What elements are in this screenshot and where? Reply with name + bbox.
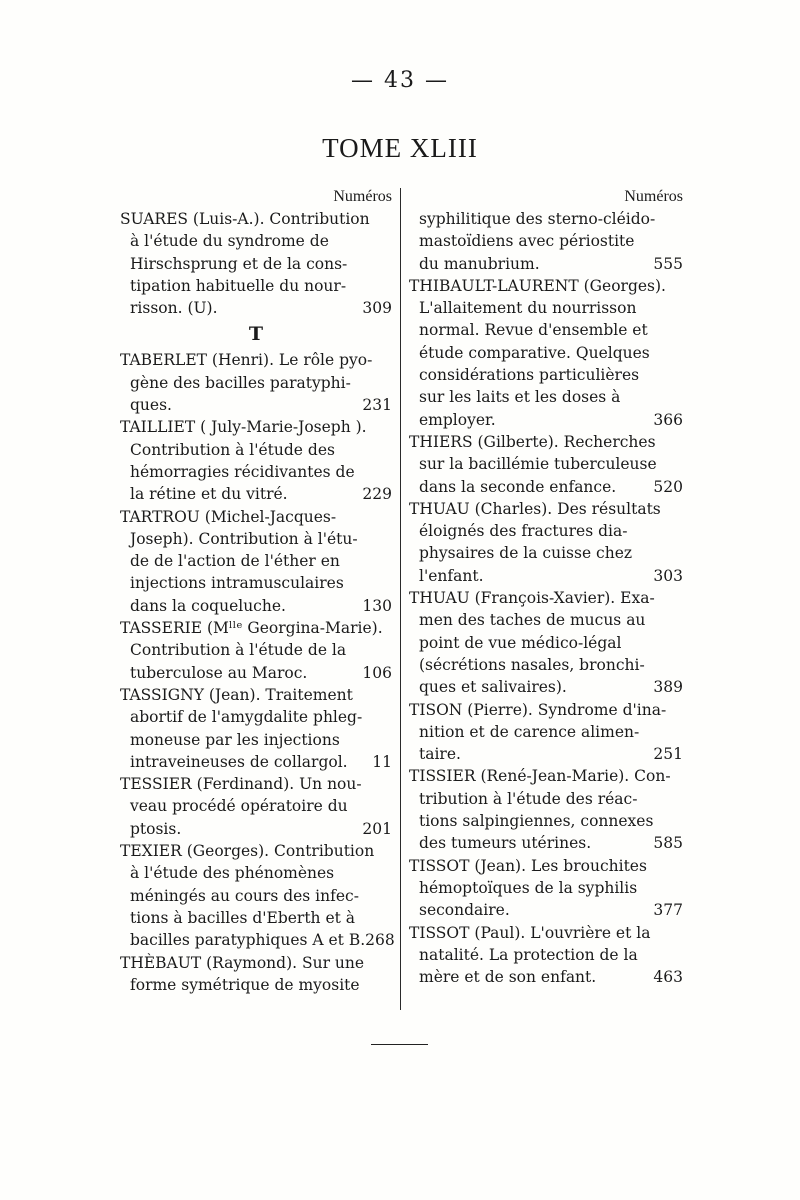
entry-number: 520 (653, 477, 683, 496)
entry-line: TABERLET (Henri). Le rôle pyo- (120, 351, 373, 370)
entry-line: TAILLIET ( July-Marie-Joseph ). (120, 418, 367, 437)
entry-line: THUAU (François-Xavier). Exa- (409, 589, 655, 608)
entry-line: THUAU (Charles). Des résultats (409, 499, 661, 518)
entry-line: tipation habituelle du nour- (130, 276, 347, 295)
entry-number: 231 (362, 396, 392, 415)
entry-last-line (120, 297, 392, 319)
entry-list (120, 208, 395, 996)
entry-line: l'enfant. (419, 566, 484, 585)
bibliography-entry (409, 855, 683, 922)
entry-line: TEXIER (Georges). Contribution (120, 842, 375, 861)
entry-last-line (120, 662, 392, 684)
bibliography-entry (409, 275, 683, 431)
bibliography-entry (120, 773, 392, 840)
entry-last-line (120, 818, 392, 840)
column-divider (400, 188, 401, 1010)
page-number: — 43 — (351, 68, 449, 93)
bibliography-entry (409, 431, 683, 498)
entry-line: dans la coqueluche. (130, 596, 286, 615)
entry-line: gène des bacilles paratyphi- (130, 373, 351, 392)
entry-last-line (409, 476, 683, 498)
entry-line: tions à bacilles d'Eberth et à (130, 908, 356, 927)
bibliography-entry (120, 208, 392, 319)
entry-line: TISSOT (Jean). Les brouchites (409, 856, 647, 875)
entry-last-line (409, 832, 683, 854)
entry-last-line (409, 966, 683, 988)
entry-line: moneuse par les injections (130, 730, 340, 749)
entry-last-line (409, 409, 683, 431)
entry-line: men des taches de mucus au (419, 611, 646, 630)
bibliography-entry (120, 840, 395, 951)
entry-number: 463 (653, 968, 683, 987)
entry-line: sur les laits et les doses à (419, 388, 621, 407)
entry-line: du manubrium. (419, 254, 540, 273)
entry-line: ques et salivaires). (419, 678, 567, 697)
left-column (120, 186, 395, 996)
entry-line: ptosis. (130, 819, 182, 838)
entry-line: TISSIER (René-Jean-Marie). Con- (409, 767, 671, 786)
entry-line: TESSIER (Ferdinand). Un nou- (120, 775, 362, 794)
entry-line: abortif de l'amygdalite phleg- (130, 708, 363, 727)
bibliography-entry (409, 699, 683, 766)
entry-last-line (120, 394, 392, 416)
entry-number: 130 (362, 596, 392, 615)
entry-line: forme symétrique de myosite (130, 975, 360, 994)
entry-number: 389 (653, 678, 683, 697)
bibliography-entry (120, 617, 392, 684)
bottom-rule (371, 1044, 428, 1045)
right-column (409, 186, 683, 988)
entry-number: 555 (653, 254, 683, 273)
entry-line: mère et de son enfant. (419, 968, 597, 987)
entry-line: natalité. La protection de la (419, 945, 638, 964)
entry-line: Contribution à l'étude de la (130, 641, 347, 660)
entry-line: THÈBAUT (Raymond). Sur une (120, 953, 365, 972)
entry-line: hémoptoïques de la syphilis (419, 878, 638, 897)
entry-last-line (120, 929, 395, 951)
entry-line: Joseph). Contribution à l'étu- (130, 529, 358, 548)
entry-number: 268 (365, 931, 395, 950)
bibliography-entry (409, 765, 683, 854)
bibliography-entry (120, 684, 392, 773)
entry-line: TISON (Pierre). Syndrome d'ina- (409, 700, 667, 719)
entry-number: 11 (372, 752, 392, 771)
entry-line: point de vue médico-légal (419, 633, 622, 652)
entry-line: sur la bacillémie tuberculeuse (419, 455, 657, 474)
entry-list (409, 208, 683, 988)
entry-line: mastoïdiens avec périostite (419, 232, 635, 251)
entry-line: Hirschsprung et de la cons- (130, 254, 348, 273)
entry-line: L'allaitement du nourrisson (419, 299, 637, 318)
entry-line: TISSOT (Paul). L'ouvrière et la (409, 923, 651, 942)
entry-line: tribution à l'étude des réac- (419, 789, 638, 808)
bibliography-entry (120, 952, 392, 997)
entry-line: TARTROU (Michel-Jacques- (120, 507, 337, 526)
entry-number: 309 (362, 299, 392, 318)
entry-line: secondaire. (419, 901, 510, 920)
entry-line: THIERS (Gilberte). Recherches (409, 432, 656, 451)
entry-line: à l'étude des phénomènes (130, 864, 335, 883)
entry-line: considérations particulières (419, 366, 640, 385)
section-letter: T (248, 323, 264, 346)
entry-line: bacilles paratyphiques A et B. (130, 931, 366, 950)
entry-number: 106 (362, 663, 392, 682)
entry-line: étude comparative. Quelques (419, 343, 650, 362)
entry-line: hémorragies récidivantes de (130, 462, 355, 481)
entry-last-line (120, 483, 392, 505)
bibliography-entry (409, 498, 683, 587)
bibliography-entry (120, 349, 392, 416)
entry-last-line (409, 743, 683, 765)
bibliography-entry (409, 587, 683, 698)
entry-number: 366 (653, 410, 683, 429)
entry-number: 585 (653, 834, 683, 853)
bibliography-entry (409, 208, 683, 275)
entry-line: la rétine et du vitré. (130, 485, 288, 504)
entry-line: des tumeurs utérines. (419, 834, 592, 853)
entry-line: syphilitique des sterno-cléido- (419, 210, 656, 228)
entry-line: injections intramusculaires (130, 574, 344, 593)
entry-line: taire. (419, 745, 461, 764)
entry-last-line (409, 253, 683, 275)
entry-line: intraveineuses de collargol. (130, 752, 348, 771)
entry-line: Contribution à l'étude des (130, 440, 335, 459)
entry-line: TASSERIE (Mˡˡᵉ Georgina-Marie). (120, 619, 383, 638)
entry-line: risson. (U). (130, 299, 218, 318)
volume-title: TOME XLIII (322, 133, 478, 163)
entry-last-line (120, 751, 392, 773)
entry-line: veau procédé opératoire du (130, 797, 348, 816)
entry-line: tuberculose au Maroc. (130, 663, 308, 682)
entry-line: TASSIGNY (Jean). Traitement (120, 685, 353, 704)
bibliography-entry (120, 416, 392, 505)
entry-last-line (409, 899, 683, 921)
entry-number: 229 (362, 485, 392, 504)
entry-line: THIBAULT-LAURENT (Georges). (409, 276, 666, 295)
entry-line: dans la seconde enfance. (419, 477, 617, 496)
entry-line: de de l'action de l'éther en (130, 552, 340, 571)
entry-number: 251 (653, 745, 683, 764)
entry-line: (sécrétions nasales, bronchi- (419, 655, 645, 674)
numeros-label: Numéros (333, 188, 392, 205)
entry-line: physaires de la cuisse chez (419, 544, 633, 563)
entry-last-line (120, 595, 392, 617)
entry-line: nition et de carence alimen- (419, 722, 640, 741)
entry-last-line (409, 565, 683, 587)
entry-last-line (409, 676, 683, 698)
entry-line: ques. (130, 396, 172, 415)
entry-line: à l'étude du syndrome de (130, 232, 329, 251)
entry-line: employer. (419, 410, 496, 429)
entry-number: 201 (362, 819, 392, 838)
entry-number: 303 (653, 566, 683, 585)
entry-line: éloignés des fractures dia- (419, 522, 628, 541)
bibliography-entry (120, 506, 392, 617)
entry-line: SUARES (Luis-A.). Contribution (120, 210, 370, 228)
entry-line: normal. Revue d'ensemble et (419, 321, 648, 340)
entry-line: tions salpingiennes, connexes (419, 812, 654, 831)
entry-number: 377 (653, 901, 683, 920)
numeros-label: Numéros (624, 188, 683, 205)
entry-line: méningés au cours des infec- (130, 886, 359, 905)
bibliography-entry (409, 922, 683, 989)
